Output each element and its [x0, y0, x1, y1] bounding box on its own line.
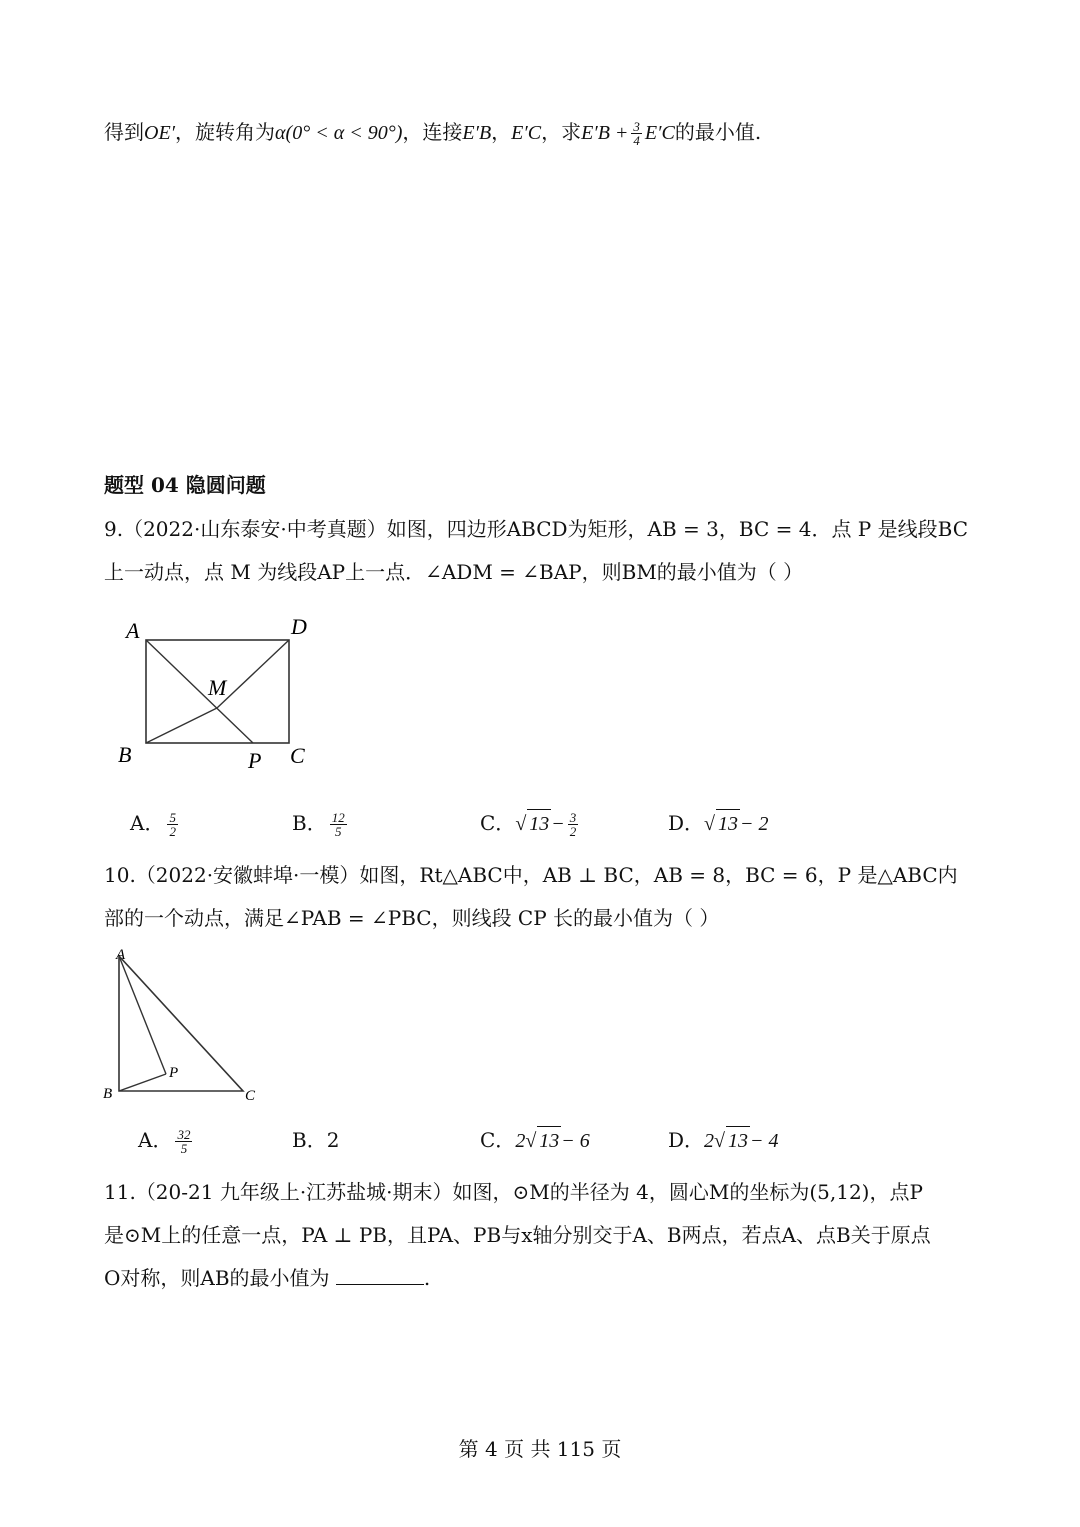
- minus-sign: −: [551, 813, 565, 835]
- label-m: M: [208, 675, 227, 700]
- text-segment: 的最小值.: [674, 120, 762, 144]
- label-a: A: [116, 947, 126, 963]
- label-a: A: [126, 618, 140, 643]
- fraction-denominator: 5: [180, 1141, 188, 1156]
- segment-dm: [217, 640, 289, 708]
- radicand: 13: [537, 1126, 561, 1155]
- q9-line-2: 上一动点，点 M 为线段AP上一点．∠ADM = ∠BAP，则BM的最小值为（ ）: [104, 560, 804, 584]
- q10-choice-b: [292, 1126, 339, 1154]
- q11-line-2: 是⊙M上的任意一点，PA ⊥ PB，且PA、PB与x轴分别交于A、B两点，若点A、点B关于原点: [104, 1223, 931, 1247]
- math-expr: E′B +: [581, 122, 629, 144]
- math-oe: OE′: [144, 122, 176, 144]
- math-rest: − 4: [750, 1130, 779, 1152]
- q10-choice-d: D．2√ 13 − 4: [668, 1126, 779, 1155]
- label-c: C: [290, 743, 305, 768]
- continuation-line: [104, 118, 761, 147]
- text-segment: ，旋转角为: [175, 120, 276, 144]
- math-rest: − 6: [561, 1130, 590, 1152]
- segment-bp: [119, 1074, 166, 1091]
- choice-value: 2: [326, 1128, 340, 1152]
- q9-choice-c: C．√ 13 − $\frac{3}{2}$: [480, 810, 577, 839]
- coefficient: 2: [704, 1130, 715, 1152]
- fraction-denominator: 2: [569, 824, 577, 839]
- text-segment: .: [423, 1266, 431, 1290]
- label-c: C: [245, 1088, 256, 1104]
- fraction-numerator: 5: [169, 810, 176, 825]
- text-segment: 得到: [104, 120, 144, 144]
- label-d: D: [291, 614, 307, 639]
- fraction-numerator: 32: [177, 1127, 191, 1142]
- q10-line-2: 部的一个动点，满足∠PAB = ∠PBC，则线段 CP 长的最小值为（ ）: [104, 906, 720, 930]
- label-b: B: [118, 742, 132, 767]
- fraction-numerator: 12: [331, 810, 345, 825]
- q10-figure: [100, 942, 270, 1107]
- radicand: 13: [716, 809, 740, 838]
- fraction-denominator: 4: [633, 133, 640, 148]
- choice-label: B．: [292, 1128, 327, 1152]
- q9-line-1: 9.（2022·山东泰安·中考真题）如图，四边形ABCD为矩形，AB = 3，BC = 4．点 P 是线段BC: [104, 517, 968, 541]
- segment-ap: [146, 640, 253, 743]
- math-rest: − 2: [740, 813, 769, 835]
- q9-choice-b: [292, 809, 350, 838]
- coefficient: 2: [515, 1130, 526, 1152]
- choice-label: A．: [138, 1128, 173, 1152]
- fraction-numerator: 3: [569, 810, 577, 825]
- choice-label: D．: [668, 811, 705, 835]
- label-b: B: [103, 1086, 113, 1102]
- fraction: [330, 811, 347, 838]
- choice-label: B．: [292, 811, 327, 835]
- math-expr: E′C: [644, 122, 675, 144]
- q11-line-3: [104, 1264, 430, 1292]
- choice-label: A．: [130, 811, 165, 835]
- fraction: [631, 120, 642, 147]
- fraction-denominator: 5: [334, 824, 342, 839]
- text-segment: ，: [491, 120, 512, 144]
- q11-line-1: 11.（20-21 九年级上·江苏盐城·期末）如图，⊙M的半径为 4，圆心M的坐标为(5,12)，点P: [104, 1180, 923, 1204]
- fraction-numerator: 3: [633, 119, 640, 134]
- q10-choice-c: C．2√ 13 − 6: [480, 1126, 590, 1155]
- choice-label: C．: [480, 811, 516, 835]
- fraction-denominator: 2: [169, 824, 176, 839]
- q9-choice-a: [130, 809, 181, 838]
- text-segment: ，求: [541, 120, 582, 144]
- math-alpha: α(0° < α < 90°): [275, 122, 403, 144]
- q9-choice-d: D．√ 13 − 2: [668, 809, 769, 838]
- q10-choice-a: [138, 1126, 195, 1155]
- page-footer: 第 4 页 共 115 页: [458, 1437, 622, 1461]
- triangle-abc: [119, 956, 243, 1091]
- math-ec: E′C: [511, 122, 542, 144]
- segment-ap: [119, 956, 166, 1074]
- q9-figure: [110, 610, 330, 780]
- radicand: 13: [527, 809, 551, 838]
- answer-blank[interactable]: [336, 1266, 424, 1285]
- text-segment: ，连接: [402, 120, 463, 144]
- math-eb: E′B: [462, 122, 492, 144]
- label-p: P: [248, 748, 262, 773]
- fraction: [568, 811, 579, 838]
- text-segment: O对称，则AB的最小值为: [104, 1266, 330, 1290]
- fraction: [167, 811, 178, 838]
- radicand: 13: [726, 1126, 750, 1155]
- choice-label: C．: [480, 1128, 516, 1152]
- q10-line-1: 10.（2022·安徽蚌埠·一模）如图，Rt△ABC中，AB ⊥ BC，AB = 8，BC = 6，P 是△ABC内: [104, 863, 958, 887]
- segment-bm: [146, 708, 217, 743]
- choice-label: D．: [668, 1128, 705, 1152]
- fraction: [175, 1128, 192, 1155]
- section-title: 题型 04 隐圆问题: [104, 473, 266, 497]
- label-p: P: [169, 1065, 179, 1081]
